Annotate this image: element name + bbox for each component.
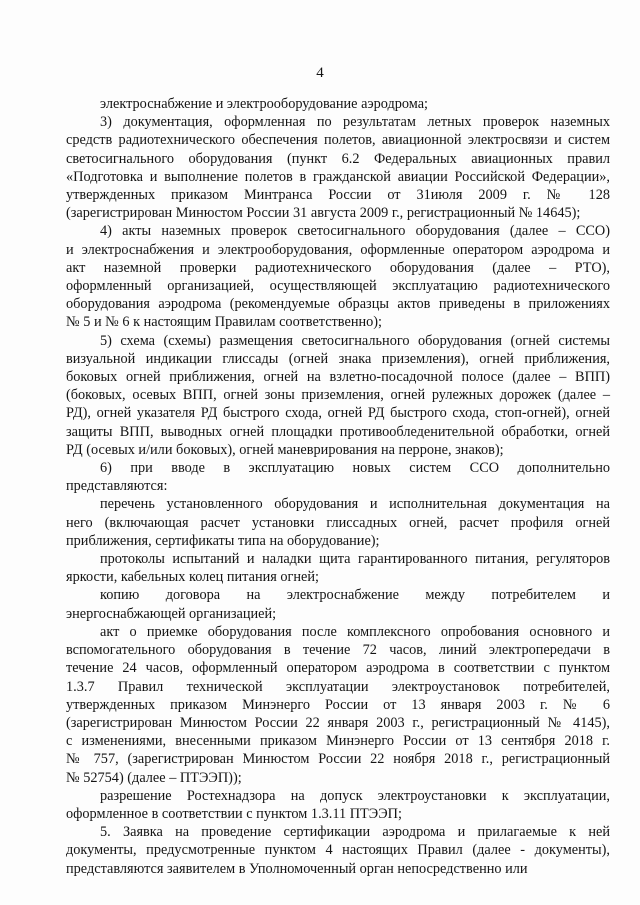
text-line: и электроснабжения и электрооборудования, оформленные оператором аэродрома и	[66, 241, 610, 258]
paragraph-p10	[66, 823, 610, 878]
text-line: копию договора на электроснабжение между потребителем и	[100, 587, 610, 604]
paragraph-p5	[66, 495, 610, 550]
text-line: 3) документация, оформленная по результатам летных проверок наземных	[100, 114, 610, 131]
text-line: электроснабжение и электрооборудование аэродрома;	[100, 96, 429, 112]
text-line: 6) при вводе в эксплуатацию новых систем ССО дополнительно	[100, 460, 610, 477]
text-line: акт о приемке оборудования после комплексного опробования основного и	[100, 623, 610, 640]
text-line: энергоснабжающей организацией;	[66, 605, 277, 622]
text-line: 1.3.7 Правил технической эксплуатации электроустановок потребителей,	[66, 678, 610, 695]
text-line: боковых огней приближения, огней на взлетно-посадочной полосе (далее – ВПП)	[66, 369, 610, 386]
text-line: 5. Заявка на проведение сертификации аэродрома и прилагаемые к ней	[100, 824, 610, 841]
text-line: (зарегистрирован Минюстом России 31 августа 2009 г., регистрационный № 14645);	[66, 205, 581, 222]
document-body	[66, 95, 610, 878]
text-line: утвержденных приказом Минтранса России от 31июля 2009 г. № 128	[66, 187, 610, 204]
paragraph-p3	[66, 332, 610, 459]
text-line: вспомогательного оборудования в течение 72 часов, линий электропередачи в	[66, 642, 610, 659]
text-line: оформленное в соответствии с пунктом 1.3.11 ПТЭЭП;	[66, 805, 402, 822]
text-line: течение 24 часов, оформленный оператором аэродрома в соответствии с пунктом	[66, 660, 610, 677]
text-line: (боковых, осевых ВПП, огней зоны приземления, огней рулежных дорожек (далее –	[66, 387, 610, 404]
text-line: приближения, сертификаты типа на оборудование);	[66, 532, 380, 549]
text-line: акт наземной проверки радиотехнического оборудования (далее – РТО),	[66, 259, 610, 276]
text-line: представляются:	[66, 478, 168, 495]
text-line: РД), огней указателя РД быстрого схода, огней РД быстрого схода, стоп-огней), огней	[66, 405, 610, 422]
text-line: утвержденных приказом Минэнерго России от 13 января 2003 г. № 6	[66, 696, 610, 713]
text-line: оформленный организацией, осуществляющей эксплуатацию радиотехнического	[66, 278, 610, 295]
paragraph-p9	[66, 787, 610, 823]
text-line: представляются заявителем в Уполномоченный орган непосредственно или	[66, 860, 528, 877]
paragraph-p2	[66, 222, 610, 331]
text-line: документы, предусмотренные пунктом 4 настоящих Правил (далее - документы),	[66, 842, 610, 859]
text-line: № 52754) (далее – ПТЭЭП));	[66, 769, 242, 786]
text-line: № 5 и № 6 к настоящим Правилам соответственно);	[66, 314, 383, 331]
text-line: яркости, кабельных колец питания огней;	[66, 569, 320, 586]
text-line: протоколы испытаний и наладки щита гарантированного питания, регуляторов	[100, 551, 610, 568]
paragraph-p8	[66, 623, 610, 787]
text-line: 4) акты наземных проверок светосигнального оборудования (далее – ССО)	[100, 223, 610, 240]
text-line: 5) схема (схемы) размещения светосигнального оборудования (огней системы	[100, 332, 610, 349]
text-line: визуальной индикации глиссады (огней знака приземления), огней приближения,	[66, 350, 610, 367]
text-line: средств радиотехнического обеспечения полетов, авиационной электросвязи и систем	[66, 132, 610, 149]
text-line: «Подготовка и выполнение полетов в гражданской авиации Российской Федерации»,	[66, 168, 610, 185]
page-number: 4	[316, 65, 324, 81]
paragraph-p4	[66, 459, 610, 495]
text-line: разрешение Ростехнадзора на допуск электроустановки к эксплуатации,	[100, 787, 610, 804]
paragraph-p6	[66, 550, 610, 586]
text-line: перечень установленного оборудования и исполнительная документация на	[100, 496, 610, 513]
paragraph-p1	[66, 113, 610, 222]
text-line: (зарегистрирован Минюстом России 22 января 2003 г., регистрационный № 4145),	[66, 714, 610, 731]
paragraph-p7	[66, 586, 610, 622]
text-line: РД (осевых и/или боковых), огней маневрирования на перроне, знаков);	[66, 441, 504, 458]
text-line: него (включающая расчет установки глиссадных огней, расчет профиля огней	[66, 514, 610, 531]
text-line: оборудования аэродрома (рекомендуемые образцы актов приведены в приложениях	[66, 296, 610, 313]
text-line: с изменениями, внесенными приказом Минэнерго России от 13 сентября 2018 г.	[66, 733, 610, 750]
text-line: светосигнального оборудования (пункт 6.2 Федеральных авиационных правил	[66, 150, 610, 167]
text-line: защиты ВПП, выводных огней площадки противообледенительной обработки, огней	[66, 423, 610, 440]
paragraph-p0	[66, 95, 610, 113]
text-line: № 757, (зарегистрирован Минюстом России 22 ноября 2018 г., регистрационный	[66, 751, 610, 768]
